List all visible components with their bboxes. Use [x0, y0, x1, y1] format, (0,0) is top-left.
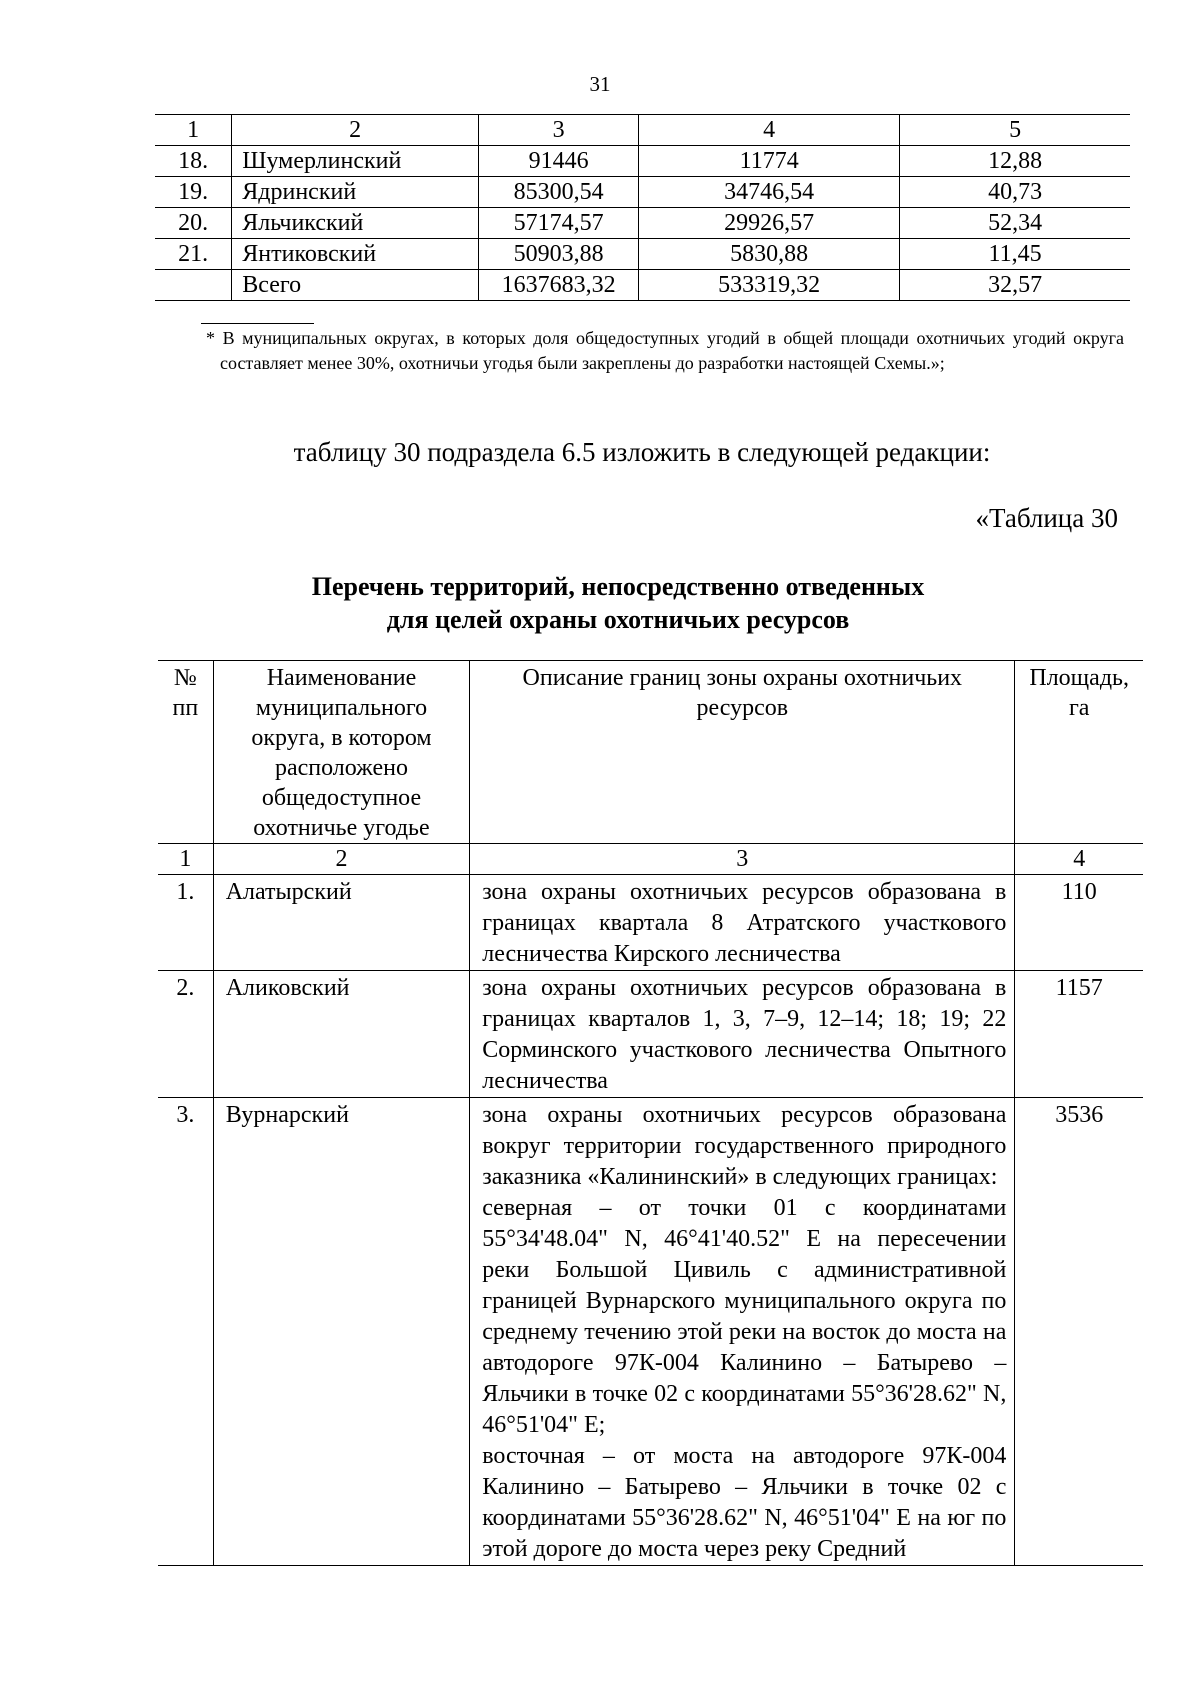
cell-value: 85300,54 — [479, 177, 639, 208]
col-number: 4 — [639, 115, 900, 146]
table-row — [155, 208, 1130, 239]
cell-value: 1637683,32 — [479, 270, 639, 301]
column-numbers-row — [158, 844, 1143, 875]
row-number: 18. — [155, 146, 232, 177]
district-name: Шумерлинский — [232, 146, 479, 177]
zone-description: зона охраны охотничьих ресурсов образована в границах кварталов 1, 3, 7–9, 12–14; 18; 19; 22 Сорминского участкового лесничества Опытного лесничества — [470, 971, 1015, 1098]
description-paragraph: восточная – от моста на автодороге 97К-004 Калинино – Батырево – Яльчики в точке 02 с координатами 55°36'28.62" N, 46°51'04" E на юг по этой дороге до моста через реку Средний — [482, 1443, 1007, 1562]
table-row — [155, 177, 1130, 208]
cell-value: 57174,57 — [479, 208, 639, 239]
col-number: 4 — [1015, 844, 1143, 875]
district-name: Ядринский — [232, 177, 479, 208]
table-row — [158, 1098, 1143, 1566]
cell-value: 5830,88 — [639, 239, 900, 270]
header-area: Площадь, га — [1015, 661, 1143, 844]
row-number: 21. — [155, 239, 232, 270]
description-paragraph: северная – от точки 01 с координатами 55°34'48.04" N, 46°41'40.52" E на пересечении реки Большой Цивиль с административной границей Вурнарского муниципального округа по среднему течению этой реки на восток до моста на автодороге 97К-004 Калинино – Батырево – Яльчики в точке 02 с координатами 55°36'28.62" N, 46°51'04" E; — [482, 1195, 1007, 1438]
row-number: 1. — [158, 875, 213, 971]
cell-value: 12,88 — [900, 146, 1130, 177]
col-number: 5 — [900, 115, 1130, 146]
cell-value: 34746,54 — [639, 177, 900, 208]
instruction-text: таблицу 30 подраздела 6.5 изложить в следующей редакции: — [293, 437, 991, 467]
area-value: 110 — [1015, 875, 1143, 971]
cell-value: 52,34 — [900, 208, 1130, 239]
zone-description: зона охраны охотничьих ресурсов образована в границах квартала 8 Атратского участкового лесничества Кирского лесничества — [470, 875, 1015, 971]
protection-zones-table — [158, 660, 1143, 1566]
col-number: 3 — [479, 115, 639, 146]
cell-value: 91446 — [479, 146, 639, 177]
row-number: 2. — [158, 971, 213, 1098]
cell-value: 50903,88 — [479, 239, 639, 270]
row-number — [155, 270, 232, 301]
district-name: Аликовский — [213, 971, 470, 1098]
cell-value: 40,73 — [900, 177, 1130, 208]
district-name: Яльчикский — [232, 208, 479, 239]
row-number: 19. — [155, 177, 232, 208]
cell-value: 533319,32 — [639, 270, 900, 301]
total-label: Всего — [232, 270, 479, 301]
col-number: 1 — [158, 844, 213, 875]
description-paragraph: зона охраны охотничьих ресурсов образована вокруг территории государственного природного заказника «Калининский» в следующих границах: — [482, 1102, 1007, 1190]
col-number: 1 — [155, 115, 232, 146]
area-value: 3536 — [1015, 1098, 1143, 1566]
header-number-line: № — [173, 665, 197, 691]
table-row — [155, 146, 1130, 177]
table-title — [0, 570, 1200, 636]
header-description: Описание границ зоны охраны охотничьих ресурсов — [470, 661, 1015, 844]
footnote-divider — [201, 323, 314, 324]
districts-summary-table — [155, 114, 1130, 301]
table-row — [158, 971, 1143, 1098]
page-number: 31 — [589, 72, 611, 96]
header-number — [158, 661, 213, 844]
district-name: Вурнарский — [213, 1098, 470, 1566]
col-number: 2 — [232, 115, 479, 146]
district-name: Янтиковский — [232, 239, 479, 270]
total-row — [155, 270, 1130, 301]
zone-description — [470, 1098, 1015, 1566]
cell-value: 11,45 — [900, 239, 1130, 270]
table-header-row — [158, 661, 1143, 844]
footnote — [206, 326, 1124, 376]
table-label: «Таблица 30 — [975, 503, 1118, 533]
district-name: Алатырский — [213, 875, 470, 971]
area-value: 1157 — [1015, 971, 1143, 1098]
table-header-row — [155, 115, 1130, 146]
table-title-line: Перечень территорий, непосредственно отведенных — [311, 572, 925, 601]
col-number: 3 — [470, 844, 1015, 875]
row-number: 3. — [158, 1098, 213, 1566]
footnote-text: * В муниципальных округах, в которых доля общедоступных угодий в общей площади охотничьих угодий округа составляет менее 30%, охотничьи угодья были закреплены до разработки настоящей Схемы.»; — [206, 328, 1124, 373]
col-number: 2 — [213, 844, 470, 875]
cell-value: 32,57 — [900, 270, 1130, 301]
table-row — [158, 875, 1143, 971]
row-number: 20. — [155, 208, 232, 239]
cell-value: 11774 — [639, 146, 900, 177]
header-district: Наименование муниципального округа, в котором расположено общедоступное охотничье угодье — [213, 661, 470, 844]
table-row — [155, 239, 1130, 270]
header-number-line: пп — [172, 695, 199, 721]
table-title-line: для целей охраны охотничьих ресурсов — [386, 605, 850, 634]
cell-value: 29926,57 — [639, 208, 900, 239]
